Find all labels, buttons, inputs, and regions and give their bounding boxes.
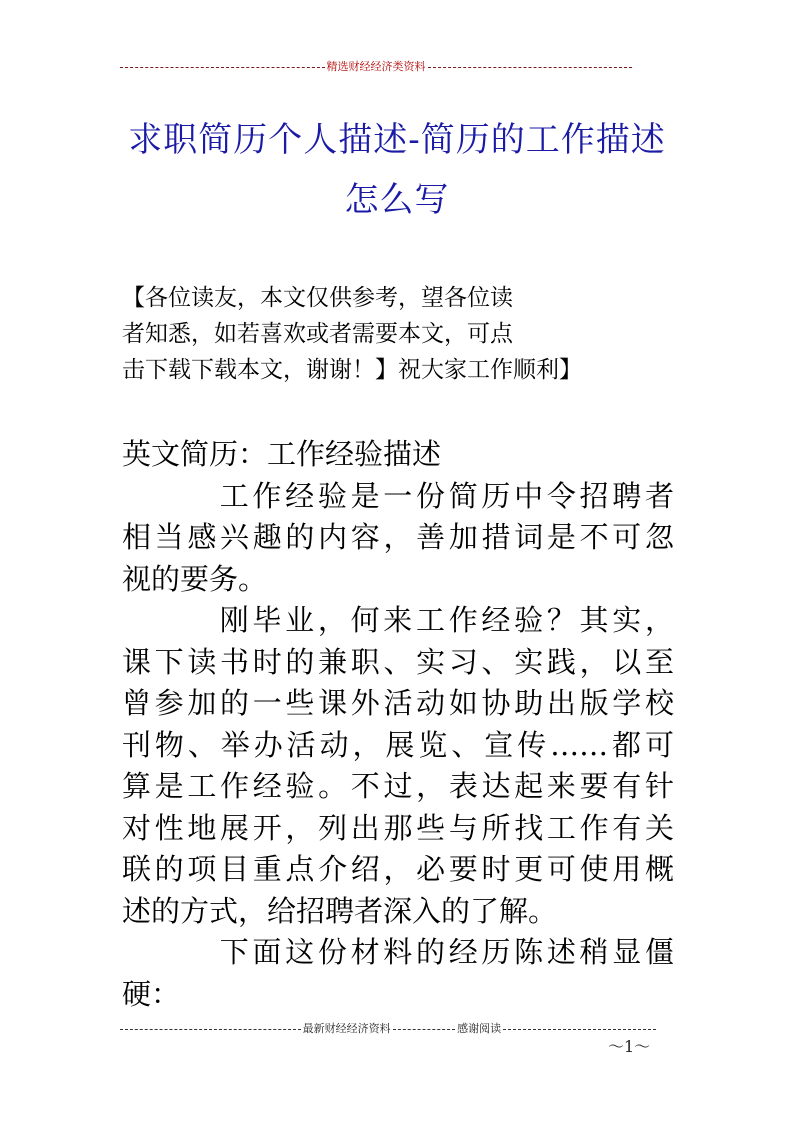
- page-number: ～1～: [608, 1037, 651, 1056]
- page-header: [120, 58, 632, 74]
- header-text: 精选财经经济类资料: [326, 60, 426, 73]
- paragraph-3-line: 硬：: [122, 976, 181, 1011]
- notice-line: 者知悉，如若喜欢或者需要本文，可点: [122, 321, 513, 347]
- page-footer: [120, 1020, 656, 1036]
- paragraph-2-line: 刚毕业，何来工作经验？其实，: [216, 603, 674, 637]
- footer-left-text: 最新财经经济资料: [302, 1022, 391, 1035]
- paragraph-2-line: 刊物、举办活动，展览、宣传……都可: [122, 727, 674, 762]
- paragraph-2-line: 述的方式，给招聘者深入的了解。: [122, 893, 558, 928]
- article-body: [122, 434, 674, 1015]
- paragraph-1-line: 工作经验是一份简历中令招聘者: [216, 478, 674, 513]
- header-rule-right: [428, 67, 633, 68]
- header-rule-left: [120, 67, 325, 68]
- paragraph-2-line: 对性地展开，列出那些与所找工作有关: [122, 810, 674, 845]
- footer-rule-right: [503, 1029, 656, 1030]
- reader-notice: [122, 280, 682, 388]
- paragraph-1-line: 相当感兴趣的内容，善加措词是不可忽: [122, 520, 674, 554]
- paragraph-2-line: 曾参加的一些课外活动如协助出版学校: [122, 686, 674, 720]
- paragraph-2-line: 课下读书时的兼职、实习、实践，以至: [122, 644, 674, 679]
- document-title-line-2: 怎么写: [344, 180, 450, 220]
- paragraph-2-line: 联的项目重点介绍，必要时更可使用概: [122, 852, 674, 886]
- paragraph-1-line: 视的要务。: [122, 561, 268, 596]
- section-heading: 英文简历：工作经验描述: [122, 437, 442, 471]
- notice-line: 击下载下载本文，谢谢！】祝大家工作顺利】: [122, 357, 582, 383]
- paragraph-2-line: 算是工作经验。不过，表达起来要有针: [122, 769, 674, 803]
- footer-right-text: 感谢阅读: [457, 1022, 502, 1035]
- notice-line: 【各位读友，本文仅供参考，望各位读: [122, 285, 513, 311]
- footer-rule-middle: [393, 1029, 456, 1030]
- footer-rule-left: [120, 1029, 301, 1030]
- document-title-line-1: 求职简历个人描述-简历的工作描述: [128, 120, 666, 160]
- paragraph-3-line: 下面这份材料的经历陈述稍显僵: [216, 935, 674, 969]
